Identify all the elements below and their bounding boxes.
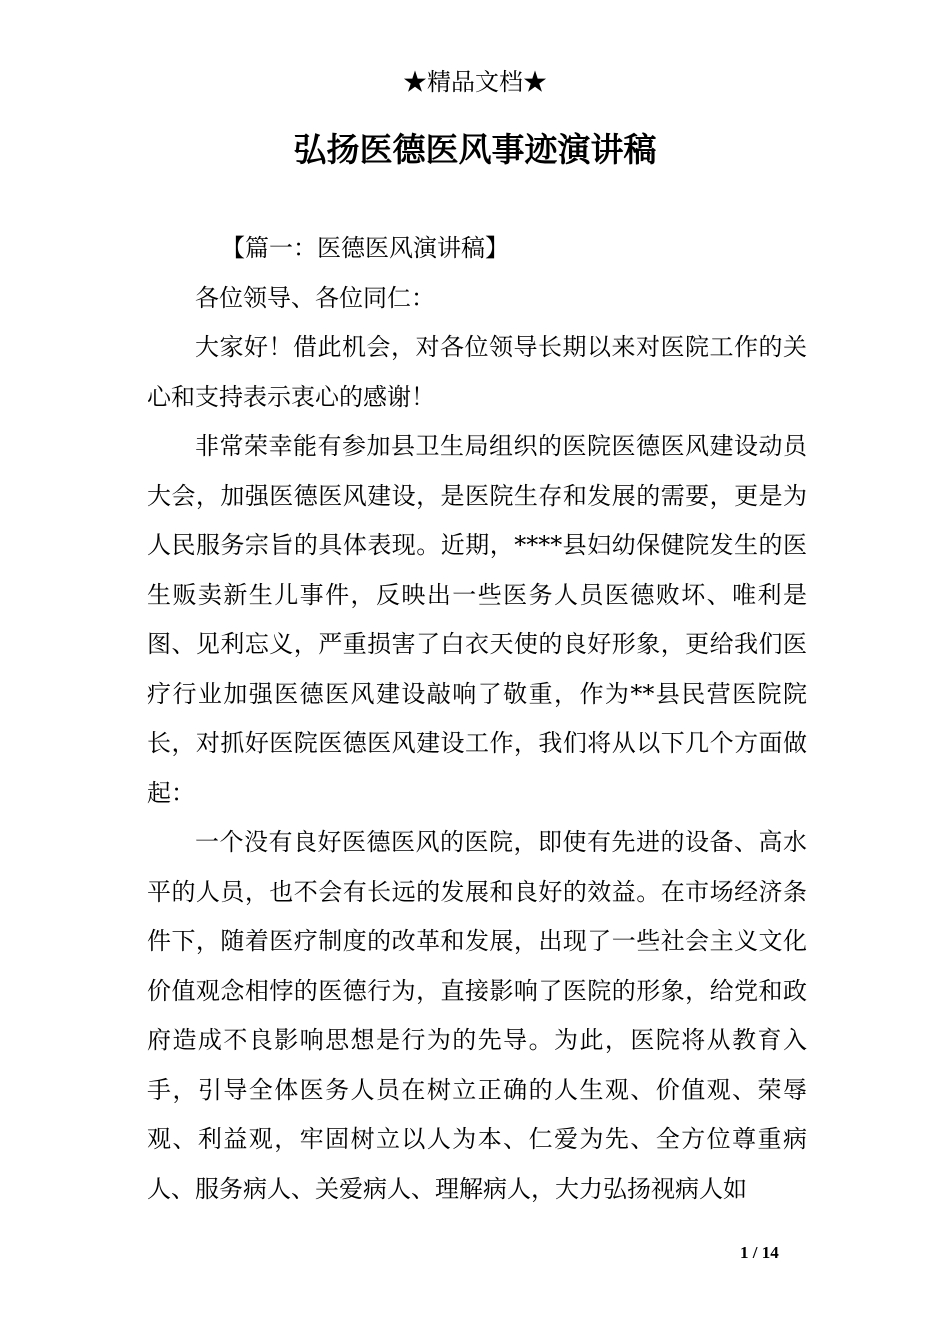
page-number: 1 / 14 <box>740 1243 779 1262</box>
document-title: 弘扬医德医风事迹演讲稿 <box>293 130 657 169</box>
paragraph-body-2: 一个没有良好医德医风的医院，即使有先进的设备、高水平的人员，也不会有长远的发展和良好的效益。在市场经济条件下，随着医疗制度的改革和发展，出现了一些社会主义文化价值观念相悖的医德行为，直接影响了医院的形象，给党和政府造成不良影响思想是行为的先导。为此，医院将从教育入手，引导全体医务人员在树立正确的人生观、价值观、荣辱观、利益观，牢固树立以人为本、仁爱为先、全方位尊重病人、服务病人、关爱病人、理解病人，大力弘扬视病人如 <box>147 828 807 1203</box>
section-heading: 【篇一：医德医风演讲稿】 <box>221 234 509 262</box>
paragraph-body-1: 非常荣幸能有参加县卫生局组织的医院医德医风建设动员大会，加强医德医风建设，是医院生存和发展的需要，更是为人民服务宗旨的具体表现。近期，****县妇幼保健院发生的医生贩卖新生儿事件，反映出一些医务人员医德败坏、唯利是图、见利忘义，严重损害了白衣天使的良好形象，更给我们医疗行业加强医德医风建设敲响了敬重，作为**县民营医院院长，对抓好医院医德医风建设工作，我们将从以下几个方面做起： <box>147 432 807 807</box>
paragraph-salutation: 各位领导、各位同仁： <box>195 283 435 312</box>
paragraph-greeting: 大家好！借此机会，对各位领导长期以来对医院工作的关心和支持表示衷心的感谢！ <box>147 333 807 411</box>
document-body <box>147 224 807 1214</box>
header-mark: ★精品文档★ <box>403 68 547 96</box>
